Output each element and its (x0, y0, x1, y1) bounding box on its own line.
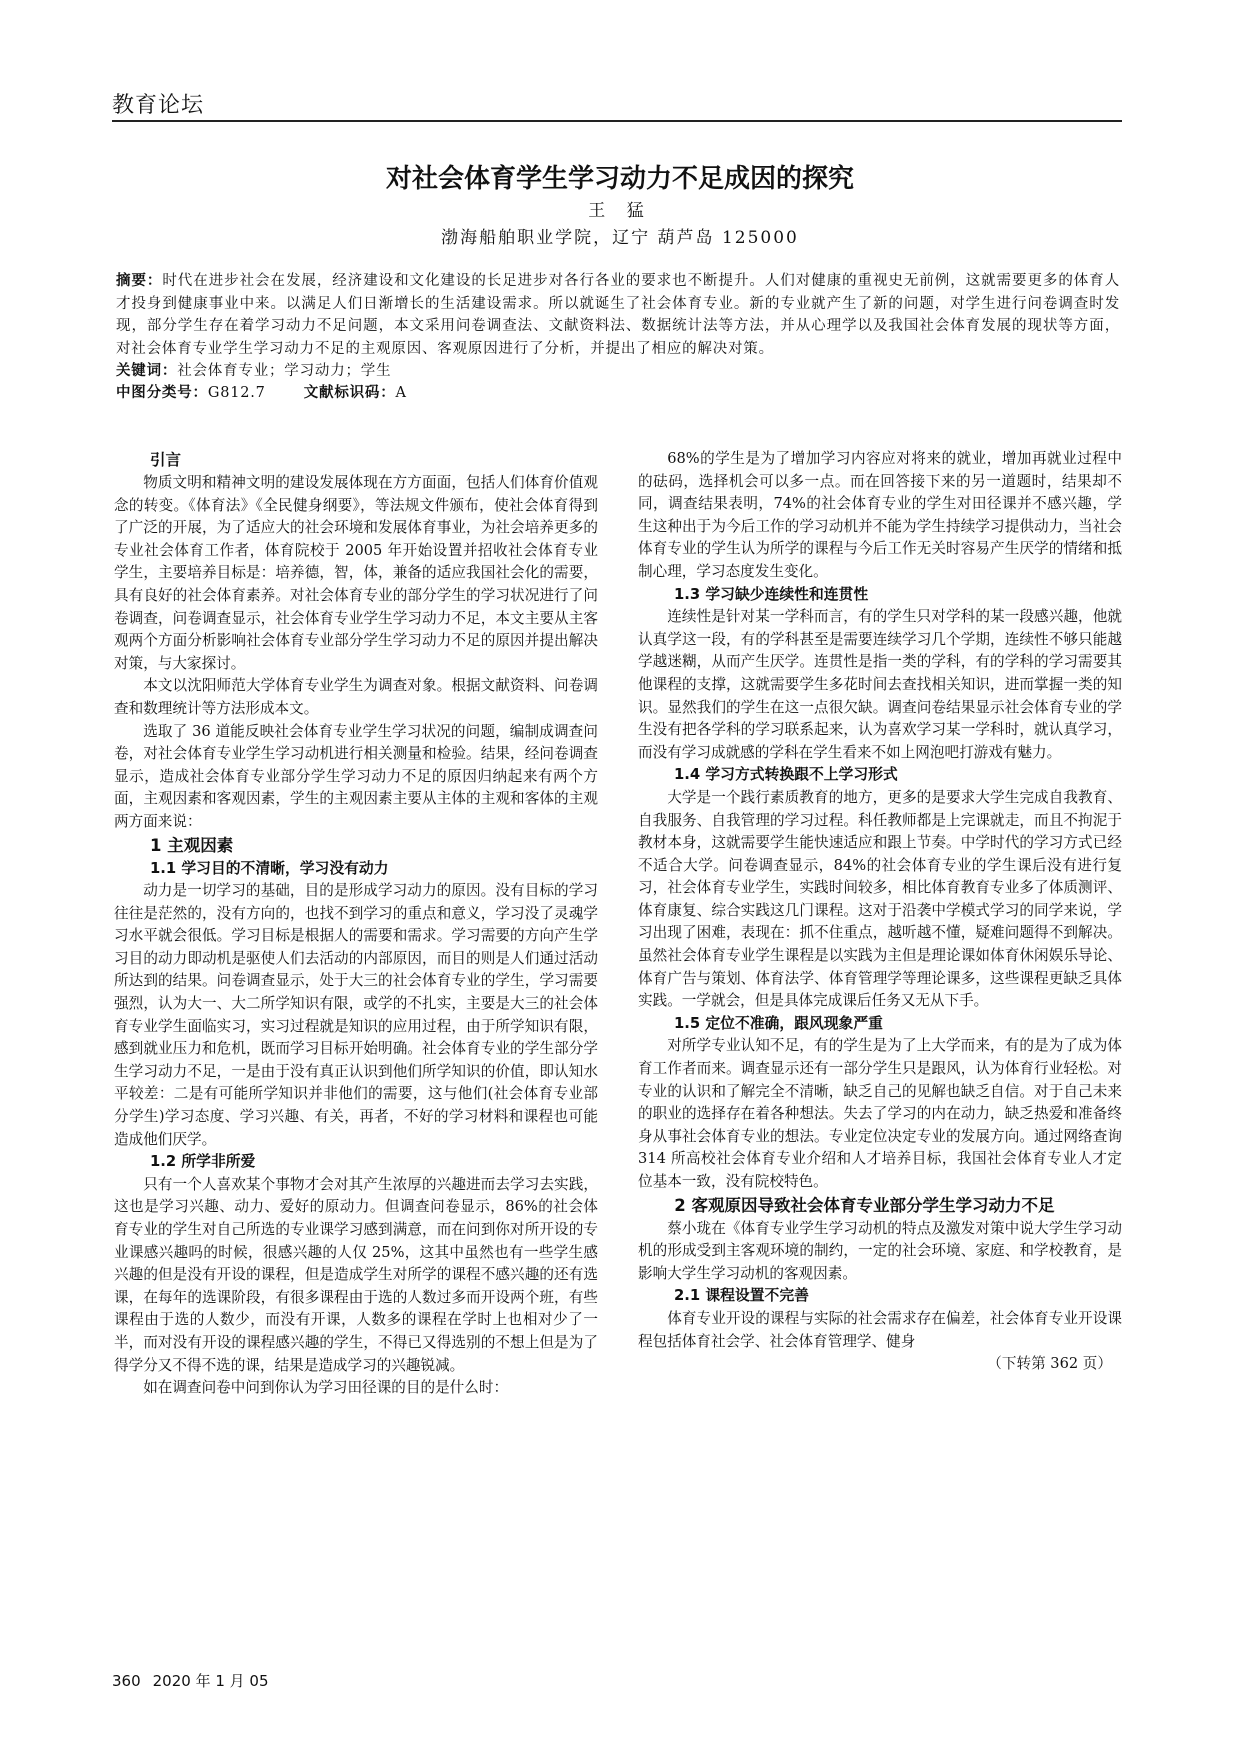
abstract-label: 摘要： (116, 273, 163, 289)
paragraph: 如在调查问卷中问到你认为学习田径课的目的是什么时： (143, 1379, 509, 1397)
paragraph: 蔡小珑在《体育专业学生学习动机的特点及激发对策中说大学生学习动机的形成受到主客观环境的制约，一定的社会环境、家庭、和学校教育，是影响大学生学习动机的客观因素。 (638, 1219, 1122, 1282)
keywords-label: 关键词： (116, 363, 178, 379)
paragraph: 选取了 36 道能反映社会体育专业学生学习状况的问题，编制成调查问卷，对社会体育专业学生学习动机进行相关测量和检验。结果，经问卷调查显示，造成社会体育专业部分学生学习动力不足的原因归纳起来有两个方面，主观因素和客观因素，学生的主观因素主要从主体的主观和客体的主观两方面来说： (114, 722, 598, 830)
author-name: 王 猛 (588, 201, 652, 221)
paragraph: 本文以沈阳师范大学体育专业学生为调查对象。根据文献资料、问卷调查和数理统计等方法形成本文。 (114, 677, 598, 717)
classification-line (116, 382, 1120, 404)
abstract-text: 时代在进步社会在发展，经济建设和文化建设的长足进步对各行各业的要求也不断提升。人们对健康的重视史无前例，这就需要更多的体育人才投身到健康事业中来。以满足人们日渐增长的生活建设需求。所以就诞生了社会体育专业。新的专业就产生了新的问题，对学生进行问卷调查时发现，部分学生存在着学习动力不足问题，本文采用问卷调查法、文献资料法、数据统计法等方法，并从心理学以及我国社会体育发展的现状等方面，对社会体育专业学生学习动力不足的主观原因、客观原因进行了分析，并提出了相应的解决对策。 (116, 273, 1121, 357)
continued-note: （下转第 362 页） (987, 1355, 1112, 1373)
clc-label: 中图分类号： (116, 385, 208, 401)
abstract-block (116, 270, 1120, 404)
subsection-heading-1-3: 1.3 学习缺少连续性和连贯性 (674, 585, 869, 603)
keywords-line (116, 360, 1120, 382)
clc-value: G812.7 (207, 385, 266, 401)
header-divider (112, 120, 1122, 122)
right-column (638, 448, 1122, 1376)
paragraph: 68%的学生是为了增加学习内容应对将来的就业，增加再就业过程中的砝码，选择机会可以多一点。而在回答接下来的另一道题时，结果却不同，调查结果表明，74%的社会体育专业的学生对田径课并不感兴趣，学生这种出于为今后工作的学习动机并不能为学生持续学习提供动力，当社会体育专业的学生认为所学的课程与今后工作无关时容易产生厌学的情绪和抵制心理，学习态度发生变化。 (638, 450, 1122, 580)
page-footer (112, 1670, 281, 1691)
subsection-heading-1-1: 1.1 学习目的不清晰，学习没有动力 (150, 859, 389, 877)
doc-code-value: A (395, 385, 407, 401)
subsection-heading-1-5: 1.5 定位不准确，跟风现象严重 (674, 1014, 883, 1032)
article-title: 对社会体育学生学习动力不足成因的探究 (385, 164, 854, 194)
section-heading-intro: 引言 (150, 451, 182, 469)
left-column (114, 448, 598, 1400)
subsection-heading-1-4: 1.4 学习方式转换跟不上学习形式 (674, 766, 898, 784)
abstract (116, 270, 1120, 360)
paragraph: 大学是一个践行素质教育的地方，更多的是要求大学生完成自我教育、自我服务、自我管理的学习过程。科任教师都是上完课就走，而且不拘泥于教材本身，这就需要学生能快速适应和跟上节奏。中学时代的学习方式已经不适合大学。问卷调查显示，84%的社会体育专业的学生课后没有进行复习，社会体育专业学生，实践时间较多，相比体育教育专业多了体质测评、体育康复、综合实践这几门课程。这对于沿袭中学模式学习的同学来说，学习出现了困难，表现在：抓不住重点，越听越不懂，疑难问题得不到解决。虽然社会体育专业学生课程是以实践为主但是理论课如体育休闲娱乐导论、体育广告与策划、体育法学、体育管理学等理论课多，这些课程更缺乏具体实践。一学就会，但是具体完成课后任务又无从下手。 (638, 788, 1122, 1010)
paragraph: 对所学专业认知不足，有的学生是为了上大学而来，有的是为了成为体育工作者而来。调查显示还有一部分学生只是跟风，认为体育行业轻松。对专业的认识和了解完全不清晰，缺乏自己的见解也缺乏自信。对于自己未来的职业的选择存在着各种想法。失去了学习的内在动力，缺乏热爱和准备终身从事社会体育专业的想法。专业定位决定专业的发展方向。通过网络查询 314 所高校社会体育专业介绍和人才培养目标，我国社会体育专业人才定位基本一致，没有院校特色。 (638, 1037, 1122, 1190)
paragraph: 体育专业开设的课程与实际的社会需求存在偏差，社会体育专业开设课程包括体育社会学、社会体育管理学、健身 (638, 1309, 1122, 1350)
issue-date: 2020 年 1 月 05 (152, 1672, 269, 1690)
paragraph: 物质文明和精神文明的建设发展体现在方方面面，包括人们体育价值观念的转变。《体育法》《全民健身纲要》，等法规文件颁布，使社会体育得到了广泛的开展，为了适应大的社会环境和发展体育事业，为社会培养更多的专业社会体育工作者，体育院校于 2005 年开始设置并招收社会体育专业学生，主要培养目标是：培养德，智，体，兼备的适应我国社会化的需要，具有良好的社会体育素养。对社会体育专业的部分学生的学习状况进行了问卷调查，问卷调查显示，社会体育专业学生学习动力不足，本文主要从主客观两个方面分析影响社会体育专业部分学生学习动力不足的原因并提出解决对策，与大家探讨。 (114, 474, 598, 672)
author-affiliation: 渤海船舶职业学院，辽宁 葫芦岛 125000 (441, 228, 799, 248)
keywords-text: 社会体育专业；学习动力；学生 (177, 363, 392, 379)
subsection-heading-1-2: 1.2 所学非所爱 (150, 1153, 256, 1171)
section-heading-1: 1 主观因素 (150, 835, 234, 855)
section-heading-2: 2 客观原因导致社会体育专业部分学生学习动力不足 (674, 1195, 1055, 1215)
paragraph: 只有一个人喜欢某个事物才会对其产生浓厚的兴趣进而去学习去实践，这也是学习兴趣、动力、爱好的原动力。但调查问卷显示，86%的社会体育专业的学生对自己所选的专业课学习感到满意，而在问到你对所开设的专业课感兴趣吗的时候，很感兴趣的人仅 25%，这其中虽然也有一些学生感兴趣的但是没有开设的课程，但是造成学生对所学的课程不感兴趣的还有选课，在每年的选课阶段，有很多课程由于选的人数过多而开设两个班，有些课程由于选的人数少，而没有开课，人数多的课程在学时上也相对少了一半，而对没有开设的课程感兴趣的学生，不得已又得选别的不想上但是为了得学分又不得不选的课，结果是造成学习的兴趣锐减。 (114, 1175, 598, 1374)
paragraph: 动力是一切学习的基础，目的是形成学习动力的原因。没有目标的学习往往是茫然的，没有方向的，也找不到学习的重点和意义，学习没了灵魂学习水平就会很低。学习目标是根据人的需要和需求。学习需要的方向产生学习目的动力即动机是驱使人们去活动的内部原因，而目的则是人们通过活动所达到的结果。问卷调查显示，处于大三的社会体育专业的学生，学习需要强烈，认为大一、大二所学知识有限，或学的不扎实，主要是大三的社会体育专业学生面临实习，实习过程就是知识的应用过程，由于所学知识有限，感到就业压力和危机，既而学习目标开始明确。社会体育专业的学生部分学生学习动力不足，一是由于没有真正认识到他们所学知识的价值，即认知水平较差：二是有可能所学知识并非他们的需要，这与他们(社会体育专业部分学生)学习态度、学习兴趣、有关，再者，不好的学习材料和课程也可能造成他们厌学。 (114, 882, 598, 1148)
journal-section-title: 教育论坛 (112, 93, 205, 118)
subsection-heading-2-1: 2.1 课程设置不完善 (674, 1287, 809, 1305)
paragraph: 连续性是针对某一学科而言，有的学生只对学科的某一段感兴趣，他就认真学这一段，有的学科甚至是需要连续学习几个学期，连续性不够只能越学越迷糊，从而产生厌学。连贯性是指一类的学科，有的学科的学习需要其他课程的支撑，这就需要学生多花时间去查找相关知识，进而掌握一类的知识。显然我们的学生在这一点很欠缺。调查问卷结果显示社会体育专业的学生没有把各学科的学习联系起来，认为喜欢学习某一学科时，就认真学习，而没有学习成就感的学科在学生看来不如上网泡吧打游戏有魅力。 (638, 608, 1122, 761)
page-number: 360 (112, 1672, 141, 1690)
doc-code-label: 文献标识码： (303, 385, 396, 401)
